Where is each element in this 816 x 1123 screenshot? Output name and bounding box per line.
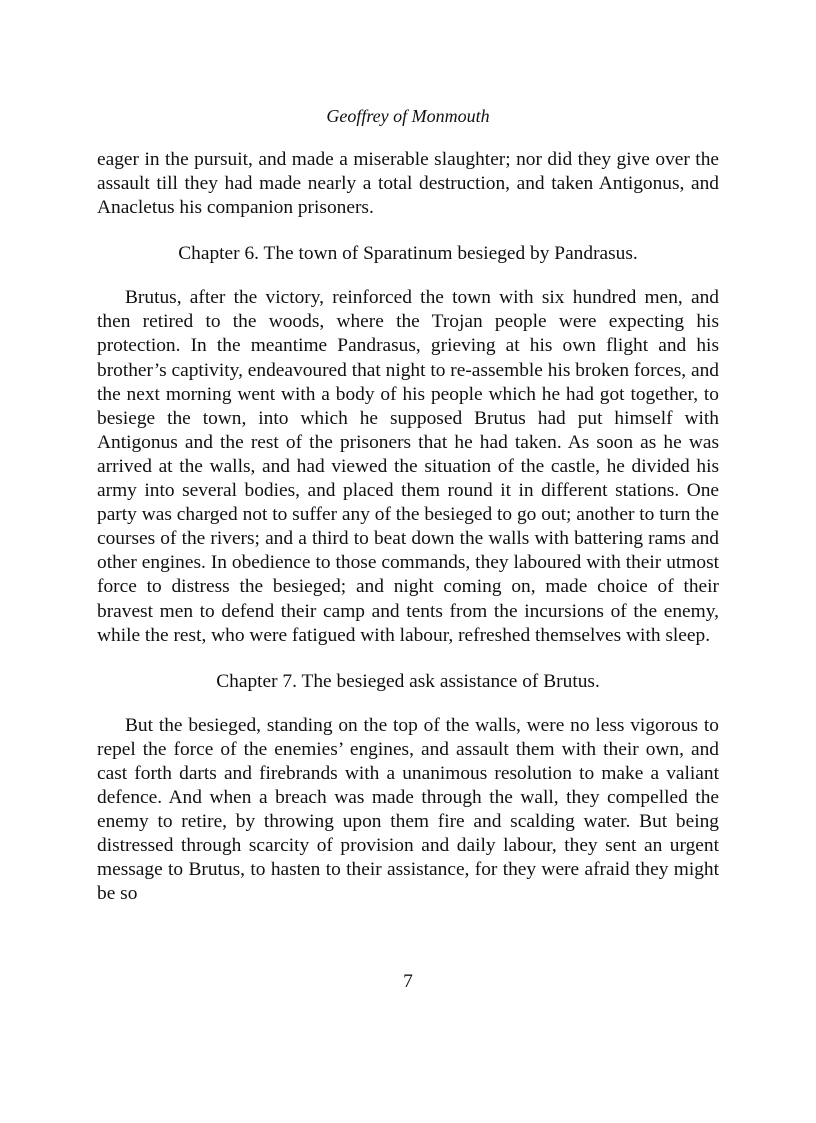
spacer — [97, 220, 719, 242]
page-number: 7 — [403, 971, 413, 992]
chapter-7-paragraph: But the besieged, standing on the top of the walls, were no less vigorous to repel the force of the enemies’ engines, and assault them with their own, and cast forth darts and firebrands with a unanimous resolution to make a valiant defence. And when a breach was made through the wall, they compelled the enemy to retire, by throwing upon them fire and scalding water. But being distressed through scarcity of provision and daily labour, they sent an urgent message to Brutus, to hasten to their assistance, for they were afraid they might be so — [97, 714, 719, 905]
paragraph-continuation: eager in the pursuit, and made a miserable slaughter; nor did they give over the assault till they had made nearly a total destruction, and taken Antigonus, and Anacletus his companion prisoners. — [97, 149, 719, 219]
spacer — [97, 694, 719, 714]
page-body — [97, 148, 719, 906]
spacer — [97, 648, 719, 670]
chapter-6-heading: Chapter 6. The town of Sparatinum besieged by Pandrasus. — [178, 243, 638, 265]
running-head-title: Geoffrey of Monmouth — [326, 106, 490, 126]
chapter-7-heading: Chapter 7. The besieged ask assistance of Brutus. — [216, 670, 600, 692]
spacer — [97, 266, 719, 286]
chapter-6-paragraph: Brutus, after the victory, reinforced the town with six hundred men, and then retired to the woods, where the Trojan people were expecting his protection. In the meantime Pandrasus, grieving at his own flight and his brother’s captivity, endeavoured that night to re-assemble his broken forces, and the next morning went with a body of his people which he had got together, to besiege the town, into which he supposed Brutus had put himself with Antigonus and the rest of the prisoners that he had taken. As soon as he was arrived at the walls, and had viewed the situation of the castle, he divided his army into several bodies, and placed them round it in different stations. One party was charged not to suffer any of the besieged to go out; another to turn the courses of the rivers; and a third to beat down the walls with battering rams and other engines. In obedience to those commands, they laboured with their utmost force to distress the besieged; and night coming on, made choice of their bravest men to defend their camp and tents from the incursions of the enemy, while the rest, who were fatigued with labour, refreshed themselves with sleep. — [97, 287, 719, 646]
